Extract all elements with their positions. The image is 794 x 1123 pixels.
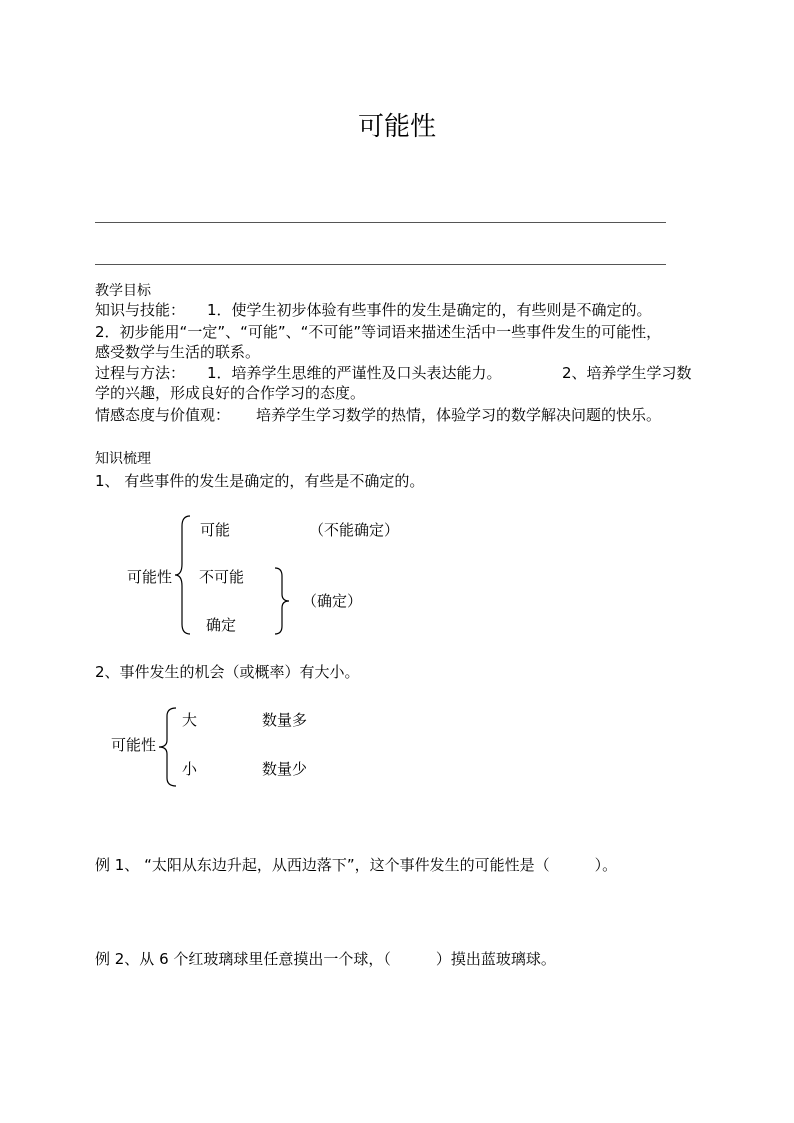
diagram2-root: 可能性 xyxy=(111,736,157,754)
emotion-label: 情感态度与价值观： xyxy=(95,406,231,424)
emotion-line xyxy=(95,405,661,425)
diagram2-big: 大 xyxy=(182,711,198,729)
review-point-1: 1、 有些事件的发生是确定的，有些是不确定的。 xyxy=(95,472,425,490)
left-brace-icon xyxy=(174,514,192,636)
diagram2-small-note: 数量少 xyxy=(262,760,308,778)
emotion-text: 培养学生学习数学的热情，体验学习的数学解决问题的快乐。 xyxy=(256,406,662,424)
knowledge-line xyxy=(95,300,652,320)
diagram2-big-note: 数量多 xyxy=(262,711,308,729)
review-point-2: 2、事件发生的机会（或概率）有大小。 xyxy=(95,663,360,681)
process-item-2-cont: 学的兴趣，形成良好的合作学习的态度。 xyxy=(95,384,366,402)
example-1: 例 1、 “太阳从东边升起，从西边落下”，这个事件发生的可能性是（ ）。 xyxy=(95,856,618,874)
example-2: 例 2、从 6 个红玻璃球里任意摸出一个球，（ ）摸出蓝玻璃球。 xyxy=(95,950,556,968)
knowledge-item-2-cont: 感受数学与生活的联系。 xyxy=(95,343,261,361)
diagram1-note-uncertain: （不能确定） xyxy=(309,521,400,539)
objectives-heading: 教学目标 xyxy=(95,283,151,299)
review-heading: 知识梳理 xyxy=(95,451,151,467)
diagram2-small: 小 xyxy=(182,760,198,778)
process-line xyxy=(95,363,502,383)
knowledge-label: 知识与技能： xyxy=(95,301,186,319)
blank-line-1 xyxy=(95,222,666,223)
knowledge-item-2: 2．初步能用“一定”、“可能”、“不可能”等词语来描述生活中一些事件发生的可能性， xyxy=(95,323,662,341)
diagram1-certain: 确定 xyxy=(206,616,237,634)
process-item-2: 2、培养学生学习数 xyxy=(562,364,692,382)
left-brace-icon xyxy=(158,706,178,788)
right-brace-icon xyxy=(273,566,291,636)
diagram1-root: 可能性 xyxy=(127,568,173,586)
diagram1-note-certain: （确定） xyxy=(302,592,363,610)
blank-line-2 xyxy=(95,264,666,265)
page-title: 可能性 xyxy=(357,112,436,142)
diagram1-impossible: 不可能 xyxy=(199,568,245,586)
process-item-1: 1．培养学生思维的严谨性及口头表达能力。 xyxy=(207,364,502,382)
knowledge-item-1: 1．使学生初步体验有些事件的发生是确定的，有些则是不确定的。 xyxy=(207,301,652,319)
diagram1-possible: 可能 xyxy=(200,521,231,539)
process-label: 过程与方法： xyxy=(95,364,186,382)
